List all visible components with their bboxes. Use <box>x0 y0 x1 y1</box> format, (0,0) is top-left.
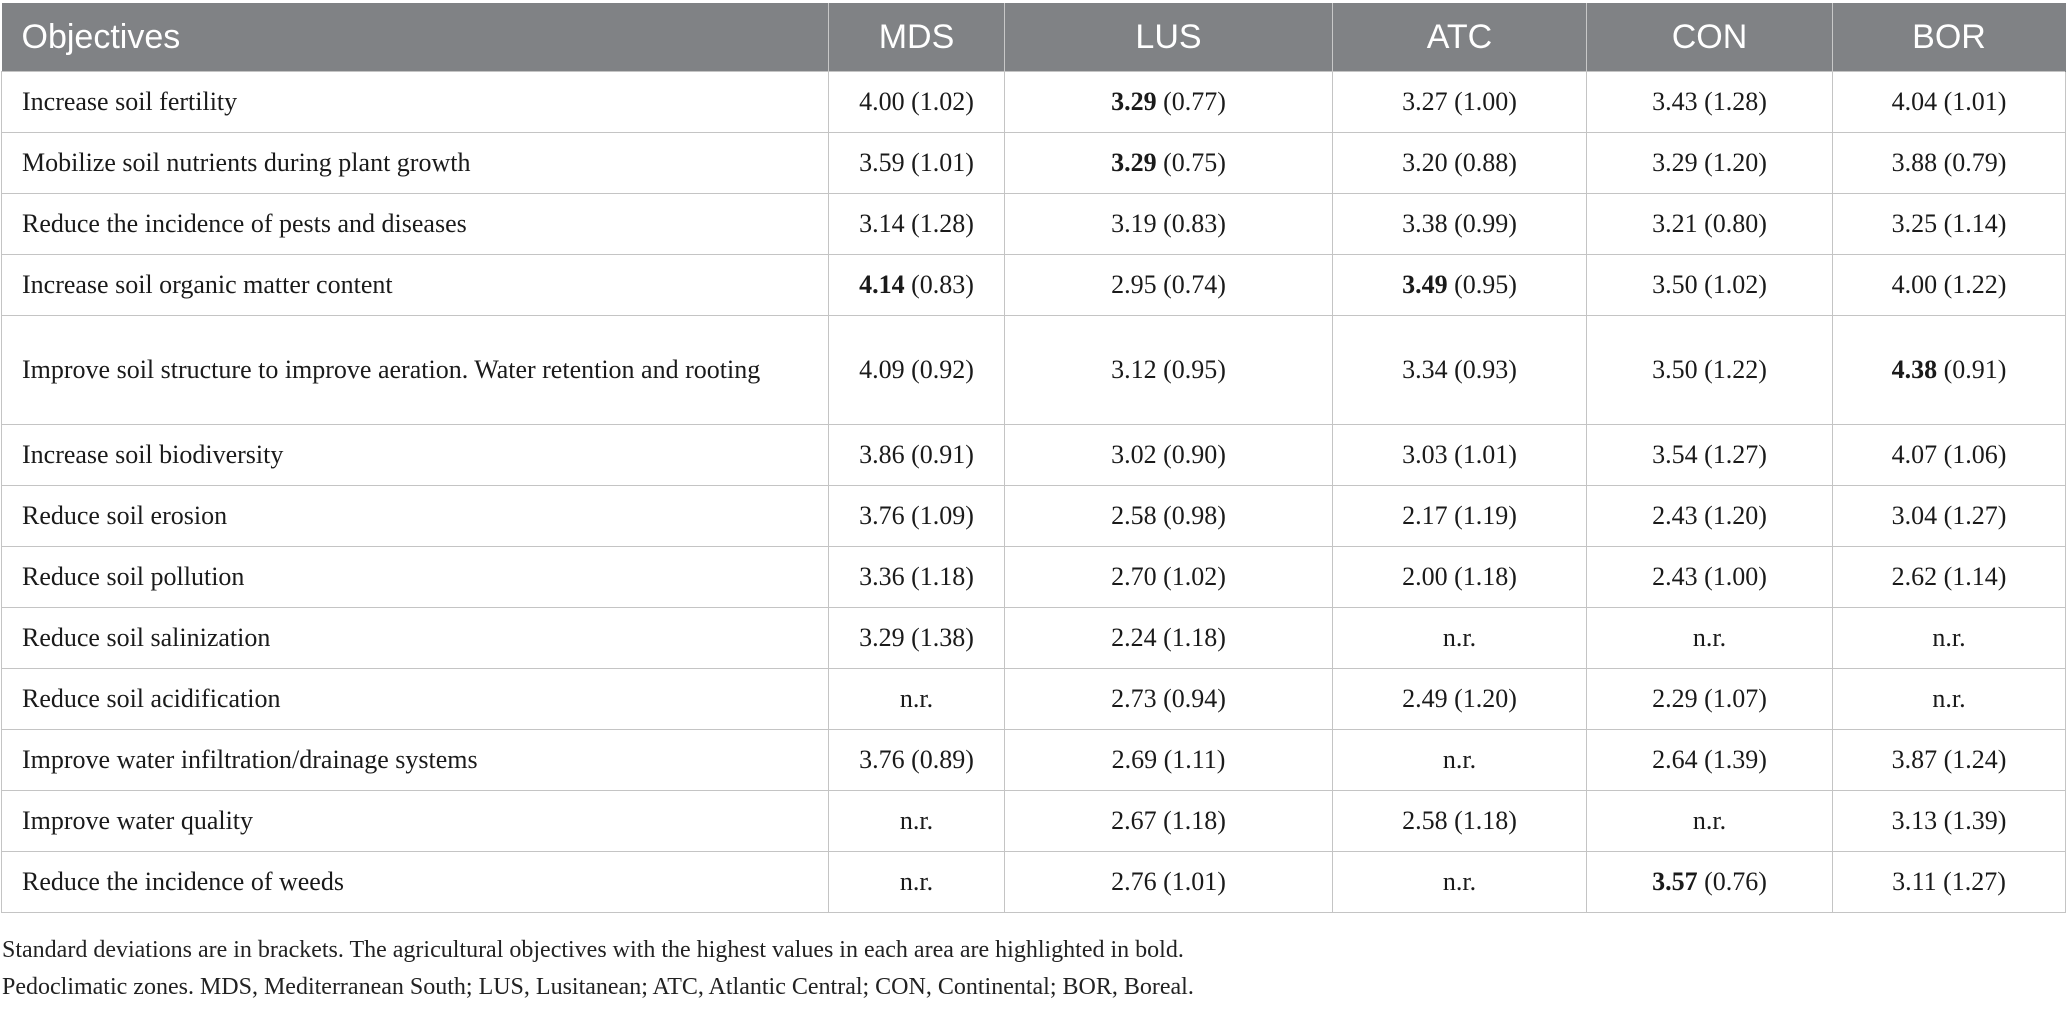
table-row <box>2 852 2066 913</box>
mean-value: 3.87 <box>1891 745 1938 774</box>
table-row <box>2 255 2066 316</box>
standard-deviation: (1.19) <box>1447 501 1517 530</box>
objectives-table-container <box>1 3 2065 913</box>
mean-value: 2.58 <box>1111 501 1157 530</box>
standard-deviation: (0.83) <box>904 270 974 299</box>
standard-deviation: (1.27) <box>1697 440 1767 469</box>
bor-value-cell <box>1833 791 2066 852</box>
table-row <box>2 486 2066 547</box>
standard-deviation: (0.91) <box>1937 355 2007 384</box>
atc-value-cell <box>1333 194 1587 255</box>
standard-deviation: (1.20) <box>1447 684 1517 713</box>
standard-deviation: (1.20) <box>1697 148 1767 177</box>
mean-value: 3.43 <box>1652 87 1698 116</box>
mean-value: 4.00 <box>859 87 905 116</box>
mean-value: 3.20 <box>1402 148 1448 177</box>
bor-value-cell <box>1833 316 2066 425</box>
bor-value-cell <box>1833 608 2066 669</box>
lus-value-cell <box>1005 72 1333 133</box>
standard-deviation: (0.93) <box>1447 355 1517 384</box>
con-value-cell <box>1587 669 1833 730</box>
mean-value: 3.76 <box>859 501 905 530</box>
table-row <box>2 547 2066 608</box>
con-value-cell <box>1587 547 1833 608</box>
lus-value-cell <box>1005 425 1333 486</box>
atc-value-cell <box>1333 852 1587 913</box>
mds-value-cell <box>829 669 1005 730</box>
bor-value-cell <box>1833 730 2066 791</box>
atc-value-cell <box>1333 425 1587 486</box>
standard-deviation: (1.27) <box>1937 501 2007 530</box>
standard-deviation: (0.79) <box>1937 148 2007 177</box>
objective-cell: Mobilize soil nutrients during plant growth <box>2 133 829 194</box>
table-footnotes <box>2 932 1194 1006</box>
atc-value-cell <box>1333 547 1587 608</box>
standard-deviation: (1.18) <box>1447 806 1517 835</box>
standard-deviation: (0.80) <box>1697 209 1767 238</box>
mds-value-cell <box>829 486 1005 547</box>
atc-value-cell <box>1333 133 1587 194</box>
mean-value: 3.04 <box>1891 501 1938 530</box>
mds-value-cell <box>829 194 1005 255</box>
objective-cell: Increase soil biodiversity <box>2 425 829 486</box>
standard-deviation: (1.24) <box>1937 745 2007 774</box>
table-row <box>2 730 2066 791</box>
mean-value: 2.64 <box>1652 745 1698 774</box>
objective-cell: Improve water quality <box>2 791 829 852</box>
standard-deviation: (0.74) <box>1156 270 1226 299</box>
header-mds: MDS <box>829 3 1005 72</box>
header-atc: ATC <box>1333 3 1587 72</box>
mean-value: 3.29 <box>1652 148 1698 177</box>
con-value-cell <box>1587 730 1833 791</box>
mean-value: 2.29 <box>1652 684 1698 713</box>
lus-value-cell <box>1005 852 1333 913</box>
standard-deviation: (1.01) <box>1156 867 1226 896</box>
lus-value-cell <box>1005 547 1333 608</box>
standard-deviation: (0.77) <box>1156 87 1226 116</box>
header-lus: LUS <box>1005 3 1333 72</box>
mean-value: 2.43 <box>1652 562 1698 591</box>
mean-value: 4.14 <box>859 270 905 299</box>
standard-deviation: (1.18) <box>904 562 974 591</box>
mean-value: 4.38 <box>1891 355 1938 384</box>
mean-value: 2.69 <box>1111 745 1158 774</box>
mean-value: n.r. <box>1692 806 1727 835</box>
mean-value: 2.49 <box>1402 684 1448 713</box>
standard-deviation: (0.90) <box>1156 440 1226 469</box>
footnote-standard-deviations: Standard deviations are in brackets. The agricultural objectives with the highest values in each area are highlighted in bold. <box>2 937 1184 963</box>
mean-value: 3.49 <box>1402 270 1448 299</box>
standard-deviation: (0.98) <box>1156 501 1226 530</box>
mean-value: n.r. <box>1442 867 1477 896</box>
mean-value: n.r. <box>1442 623 1477 652</box>
lus-value-cell <box>1005 255 1333 316</box>
objective-cell: Reduce the incidence of pests and diseases <box>2 194 829 255</box>
lus-value-cell <box>1005 669 1333 730</box>
table-row <box>2 791 2066 852</box>
standard-deviation: (1.01) <box>1447 440 1517 469</box>
mds-value-cell <box>829 72 1005 133</box>
mean-value: 3.27 <box>1402 87 1448 116</box>
bor-value-cell <box>1833 72 2066 133</box>
standard-deviation: (1.02) <box>904 87 974 116</box>
lus-value-cell <box>1005 608 1333 669</box>
mean-value: 3.19 <box>1111 209 1157 238</box>
mean-value: 3.29 <box>859 623 905 652</box>
mean-value: 3.57 <box>1652 867 1698 896</box>
bor-value-cell <box>1833 133 2066 194</box>
mean-value: 3.50 <box>1652 355 1698 384</box>
standard-deviation: (0.88) <box>1447 148 1517 177</box>
mean-value: 3.25 <box>1891 209 1938 238</box>
con-value-cell <box>1587 194 1833 255</box>
standard-deviation: (1.28) <box>1697 87 1767 116</box>
standard-deviation: (1.00) <box>1697 562 1767 591</box>
con-value-cell <box>1587 852 1833 913</box>
standard-deviation: (1.07) <box>1697 684 1767 713</box>
mean-value: 3.02 <box>1111 440 1157 469</box>
mean-value: 2.24 <box>1111 623 1157 652</box>
standard-deviation: (1.06) <box>1937 440 2007 469</box>
atc-value-cell <box>1333 72 1587 133</box>
mean-value: 3.76 <box>859 745 905 774</box>
mean-value: 4.00 <box>1891 270 1938 299</box>
mean-value: 3.11 <box>1892 867 1937 896</box>
mds-value-cell <box>829 852 1005 913</box>
lus-value-cell <box>1005 194 1333 255</box>
objective-cell: Reduce soil erosion <box>2 486 829 547</box>
con-value-cell <box>1587 608 1833 669</box>
mean-value: 2.67 <box>1111 806 1157 835</box>
standard-deviation: (1.01) <box>1937 87 2007 116</box>
atc-value-cell <box>1333 730 1587 791</box>
mds-value-cell <box>829 547 1005 608</box>
mean-value: 3.59 <box>859 148 905 177</box>
standard-deviation: (0.94) <box>1156 684 1226 713</box>
bor-value-cell <box>1833 852 2066 913</box>
con-value-cell <box>1587 791 1833 852</box>
bor-value-cell <box>1833 547 2066 608</box>
mean-value: n.r. <box>899 806 934 835</box>
objective-cell: Increase soil fertility <box>2 72 829 133</box>
mean-value: 2.73 <box>1111 684 1157 713</box>
standard-deviation: (0.99) <box>1447 209 1517 238</box>
standard-deviation: (0.83) <box>1156 209 1226 238</box>
standard-deviation: (1.38) <box>904 623 974 652</box>
mean-value: 3.88 <box>1891 148 1938 177</box>
mean-value: 3.29 <box>1111 148 1157 177</box>
standard-deviation: (0.95) <box>1447 270 1517 299</box>
mean-value: 3.12 <box>1111 355 1157 384</box>
objective-cell: Improve soil structure to improve aeration. Water retention and rooting <box>2 316 829 425</box>
standard-deviation: (1.18) <box>1156 623 1226 652</box>
mean-value: 3.36 <box>859 562 905 591</box>
con-value-cell <box>1587 133 1833 194</box>
standard-deviation: (1.20) <box>1697 501 1767 530</box>
con-value-cell <box>1587 486 1833 547</box>
mds-value-cell <box>829 316 1005 425</box>
mean-value: n.r. <box>1932 623 1966 652</box>
con-value-cell <box>1587 425 1833 486</box>
table-row <box>2 608 2066 669</box>
mean-value: 4.07 <box>1891 440 1938 469</box>
standard-deviation: (1.14) <box>1937 209 2007 238</box>
mean-value: 2.76 <box>1111 867 1157 896</box>
bor-value-cell <box>1833 669 2066 730</box>
header-con: CON <box>1587 3 1833 72</box>
standard-deviation: (1.22) <box>1937 270 2007 299</box>
mean-value: n.r. <box>1442 745 1477 774</box>
con-value-cell <box>1587 316 1833 425</box>
con-value-cell <box>1587 255 1833 316</box>
mean-value: 3.38 <box>1402 209 1448 238</box>
mean-value: 2.00 <box>1402 562 1448 591</box>
lus-value-cell <box>1005 316 1333 425</box>
bor-value-cell <box>1833 255 2066 316</box>
standard-deviation: (1.18) <box>1447 562 1517 591</box>
standard-deviation: (1.27) <box>1936 867 2006 896</box>
objective-cell: Reduce soil acidification <box>2 669 829 730</box>
mean-value: 2.17 <box>1402 501 1448 530</box>
table-body <box>2 72 2066 913</box>
header-bor: BOR <box>1833 3 2066 72</box>
objective-cell: Improve water infiltration/drainage systems <box>2 730 829 791</box>
standard-deviation: (1.09) <box>904 501 974 530</box>
atc-value-cell <box>1333 255 1587 316</box>
objective-cell: Reduce the incidence of weeds <box>2 852 829 913</box>
bor-value-cell <box>1833 194 2066 255</box>
mean-value: 3.14 <box>859 209 905 238</box>
objectives-table <box>1 3 2066 913</box>
atc-value-cell <box>1333 669 1587 730</box>
lus-value-cell <box>1005 486 1333 547</box>
standard-deviation: (1.02) <box>1697 270 1767 299</box>
bor-value-cell <box>1833 486 2066 547</box>
objective-cell: Reduce soil salinization <box>2 608 829 669</box>
mds-value-cell <box>829 608 1005 669</box>
mean-value: 3.03 <box>1402 440 1448 469</box>
atc-value-cell <box>1333 316 1587 425</box>
mean-value: 3.13 <box>1891 806 1938 835</box>
header-row <box>2 3 2066 72</box>
atc-value-cell <box>1333 486 1587 547</box>
lus-value-cell <box>1005 791 1333 852</box>
mean-value: 2.62 <box>1891 562 1938 591</box>
mds-value-cell <box>829 255 1005 316</box>
standard-deviation: (1.02) <box>1156 562 1226 591</box>
objective-cell: Reduce soil pollution <box>2 547 829 608</box>
con-value-cell <box>1587 72 1833 133</box>
standard-deviation: (0.91) <box>904 440 974 469</box>
standard-deviation: (1.01) <box>904 148 974 177</box>
header-objectives: Objectives <box>2 3 829 72</box>
lus-value-cell <box>1005 133 1333 194</box>
mean-value: 3.54 <box>1652 440 1698 469</box>
mean-value: 3.86 <box>859 440 905 469</box>
standard-deviation: (0.95) <box>1156 355 1226 384</box>
standard-deviation: (1.00) <box>1447 87 1517 116</box>
table-header <box>2 3 2066 72</box>
mds-value-cell <box>829 730 1005 791</box>
bor-value-cell <box>1833 425 2066 486</box>
mean-value: n.r. <box>899 684 934 713</box>
standard-deviation: (1.11) <box>1157 745 1226 774</box>
mean-value: 4.09 <box>859 355 905 384</box>
table-row <box>2 669 2066 730</box>
mean-value: 2.70 <box>1111 562 1157 591</box>
mean-value: 3.21 <box>1652 209 1698 238</box>
standard-deviation: (0.76) <box>1697 867 1767 896</box>
mean-value: n.r. <box>1932 684 1966 713</box>
mds-value-cell <box>829 425 1005 486</box>
standard-deviation: (1.39) <box>1697 745 1767 774</box>
standard-deviation: (1.28) <box>904 209 974 238</box>
standard-deviation: (0.89) <box>904 745 974 774</box>
standard-deviation: (1.39) <box>1937 806 2007 835</box>
mds-value-cell <box>829 791 1005 852</box>
mean-value: 3.50 <box>1652 270 1698 299</box>
objective-cell: Increase soil organic matter content <box>2 255 829 316</box>
standard-deviation: (1.14) <box>1937 562 2007 591</box>
mds-value-cell <box>829 133 1005 194</box>
lus-value-cell <box>1005 730 1333 791</box>
mean-value: 4.04 <box>1891 87 1938 116</box>
mean-value: 2.58 <box>1402 806 1448 835</box>
atc-value-cell <box>1333 791 1587 852</box>
table-row <box>2 194 2066 255</box>
mean-value: n.r. <box>1692 623 1727 652</box>
table-row <box>2 133 2066 194</box>
mean-value: 2.95 <box>1111 270 1157 299</box>
atc-value-cell <box>1333 608 1587 669</box>
standard-deviation: (0.92) <box>904 355 974 384</box>
standard-deviation: (0.75) <box>1156 148 1226 177</box>
standard-deviation: (1.18) <box>1156 806 1226 835</box>
mean-value: 3.34 <box>1402 355 1448 384</box>
footnote-pedoclimatic-zones: Pedoclimatic zones. MDS, Mediterranean South; LUS, Lusitanean; ATC, Atlantic Central; CON, Continental; BOR, Boreal. <box>2 974 1194 1000</box>
mean-value: 3.29 <box>1111 87 1157 116</box>
table-row <box>2 425 2066 486</box>
mean-value: n.r. <box>899 867 934 896</box>
standard-deviation: (1.22) <box>1697 355 1767 384</box>
table-row <box>2 316 2066 425</box>
mean-value: 2.43 <box>1652 501 1698 530</box>
table-row <box>2 72 2066 133</box>
